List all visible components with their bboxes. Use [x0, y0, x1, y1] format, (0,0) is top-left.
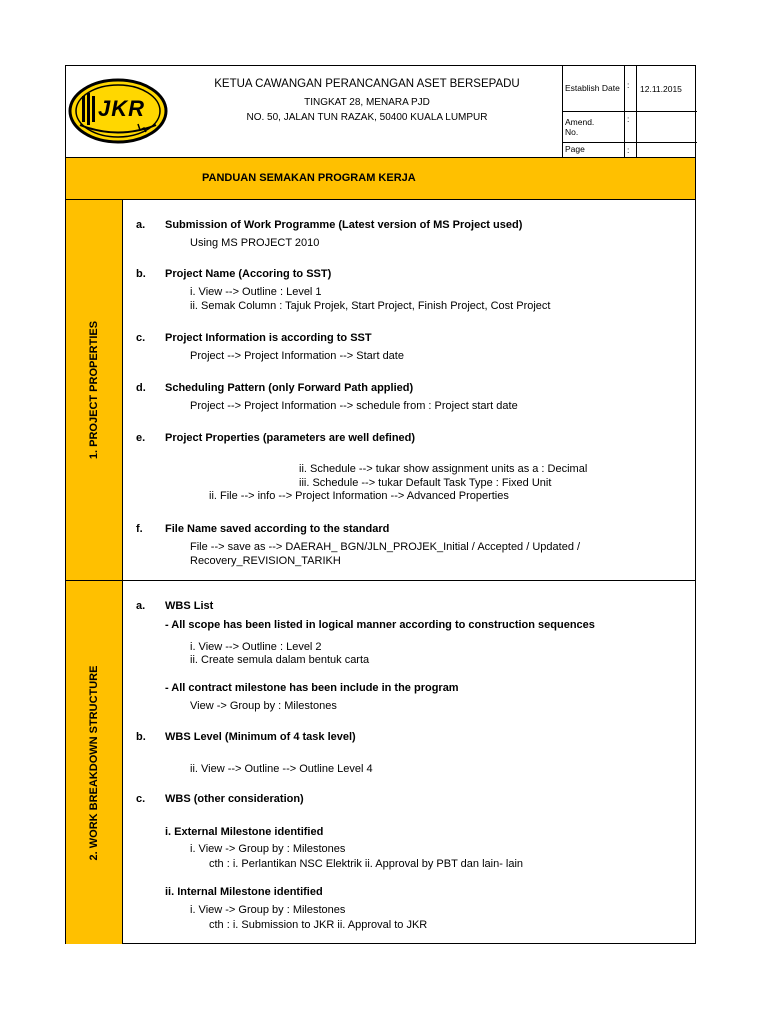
section1-divider [122, 200, 123, 580]
s1-a-line1: Using MS PROJECT 2010 [190, 237, 320, 249]
header-line-2: TINGKAT 28, MENARA PJD [304, 97, 430, 108]
s2-c-line1: i. View -> Group by : Milestones [190, 843, 346, 855]
s1-f-heading: File Name saved according to the standard [165, 523, 390, 535]
s2-a-letter: a. [136, 600, 146, 612]
jkr-logo [68, 78, 168, 144]
section2-divider [122, 581, 123, 944]
establish-date-label: Establish Date [565, 83, 620, 93]
section1-sidebar [66, 200, 122, 580]
s2-a-line2: ii. Create semula dalam bentuk carta [190, 654, 370, 666]
s2-c-line3: i. View -> Group by : Milestones [190, 904, 346, 916]
section1-bottom-line [66, 580, 695, 581]
s1-f-line1: File --> save as --> DAERAH_ BGN/JLN_PROJEK_Initial / Accepted / Updated / [190, 541, 581, 553]
section1-label: 1. PROJECT PROPERTIES [88, 320, 100, 460]
s1-c-heading: Project Information is according to SST [165, 332, 372, 344]
jkr-logo-text: JKR [98, 96, 146, 121]
s1-e-line2: iii. Schedule --> tukar Default Task Type : Fixed Unit [299, 477, 552, 489]
header-table-row1 [562, 111, 697, 112]
header-table-row2 [562, 142, 697, 143]
section2-label: 2. WORK BREAKDOWN STRUCTURE [88, 665, 100, 860]
title-bottom-line [66, 199, 695, 200]
s1-b-line1: i. View --> Outline : Level 1 [190, 286, 322, 298]
s2-a-heading: WBS List [165, 600, 214, 612]
establish-date-colon: : [627, 80, 630, 90]
establish-date-value: 12.11.2015 [640, 84, 682, 94]
s2-a-line1: i. View --> Outline : Level 2 [190, 641, 322, 653]
s2-a-line3: View -> Group by : Milestones [190, 700, 337, 712]
s2-c-line4: cth : i. Submission to JKR ii. Approval to JKR [209, 919, 428, 931]
s1-e-letter: e. [136, 432, 146, 444]
s1-e-line3: ii. File --> info --> Project Information --> Advanced Properties [209, 490, 509, 502]
s2-a-sub2: - All contract milestone has been include in the program [165, 682, 459, 694]
s1-d-letter: d. [136, 382, 146, 394]
s2-b-line1: ii. View --> Outline --> Outline Level 4 [190, 763, 373, 775]
s1-f-letter: f. [136, 523, 143, 535]
s1-e-heading: Project Properties (parameters are well defined) [165, 432, 416, 444]
s2-c-letter: c. [136, 793, 146, 805]
section2-sidebar [66, 581, 122, 944]
page-label: Page [565, 144, 585, 154]
s1-b-heading: Project Name (Accoring to SST) [165, 268, 332, 280]
amend-no-colon: : [627, 114, 630, 124]
s2-c-sub1: i. External Milestone identified [165, 826, 324, 838]
header-line-3: NO. 50, JALAN TUN RAZAK, 50400 KUALA LUMPUR [246, 112, 488, 123]
s2-c-heading: WBS (other consideration) [165, 793, 304, 805]
s2-b-letter: b. [136, 731, 146, 743]
amend-no-label: Amend. No. [565, 117, 595, 137]
s1-d-line1: Project --> Project Information --> schedule from : Project start date [190, 400, 518, 412]
document-title: PANDUAN SEMAKAN PROGRAM KERJA [202, 172, 416, 184]
s1-a-heading: Submission of Work Programme (Latest version of MS Project used) [165, 219, 523, 231]
s1-a-letter: a. [136, 219, 146, 231]
page-colon: : [627, 145, 630, 155]
s1-c-line1: Project --> Project Information --> Start date [190, 350, 404, 362]
s1-c-letter: c. [136, 332, 146, 344]
s1-d-heading: Scheduling Pattern (only Forward Path applied) [165, 382, 414, 394]
s1-e-line1: ii. Schedule --> tukar show assignment units as a : Decimal [299, 463, 588, 475]
s2-c-line2: cth : i. Perlantikan NSC Elektrik ii. Approval by PBT dan lain- lain [209, 858, 524, 870]
s1-b-letter: b. [136, 268, 146, 280]
s1-b-line2: ii. Semak Column : Tajuk Projek, Start Project, Finish Project, Cost Project [190, 300, 551, 312]
s1-f-line2: Recovery_REVISION_TARIKH [190, 555, 341, 567]
s2-a-sub1: - All scope has been listed in logical manner according to construction sequences [165, 619, 595, 631]
s2-b-heading: WBS Level (Minimum of 4 task level) [165, 731, 356, 743]
header-line-1: KETUA CAWANGAN PERANCANGAN ASET BERSEPADU [214, 78, 520, 90]
s2-c-sub2: ii. Internal Milestone identified [165, 886, 323, 898]
document-frame [65, 65, 696, 944]
